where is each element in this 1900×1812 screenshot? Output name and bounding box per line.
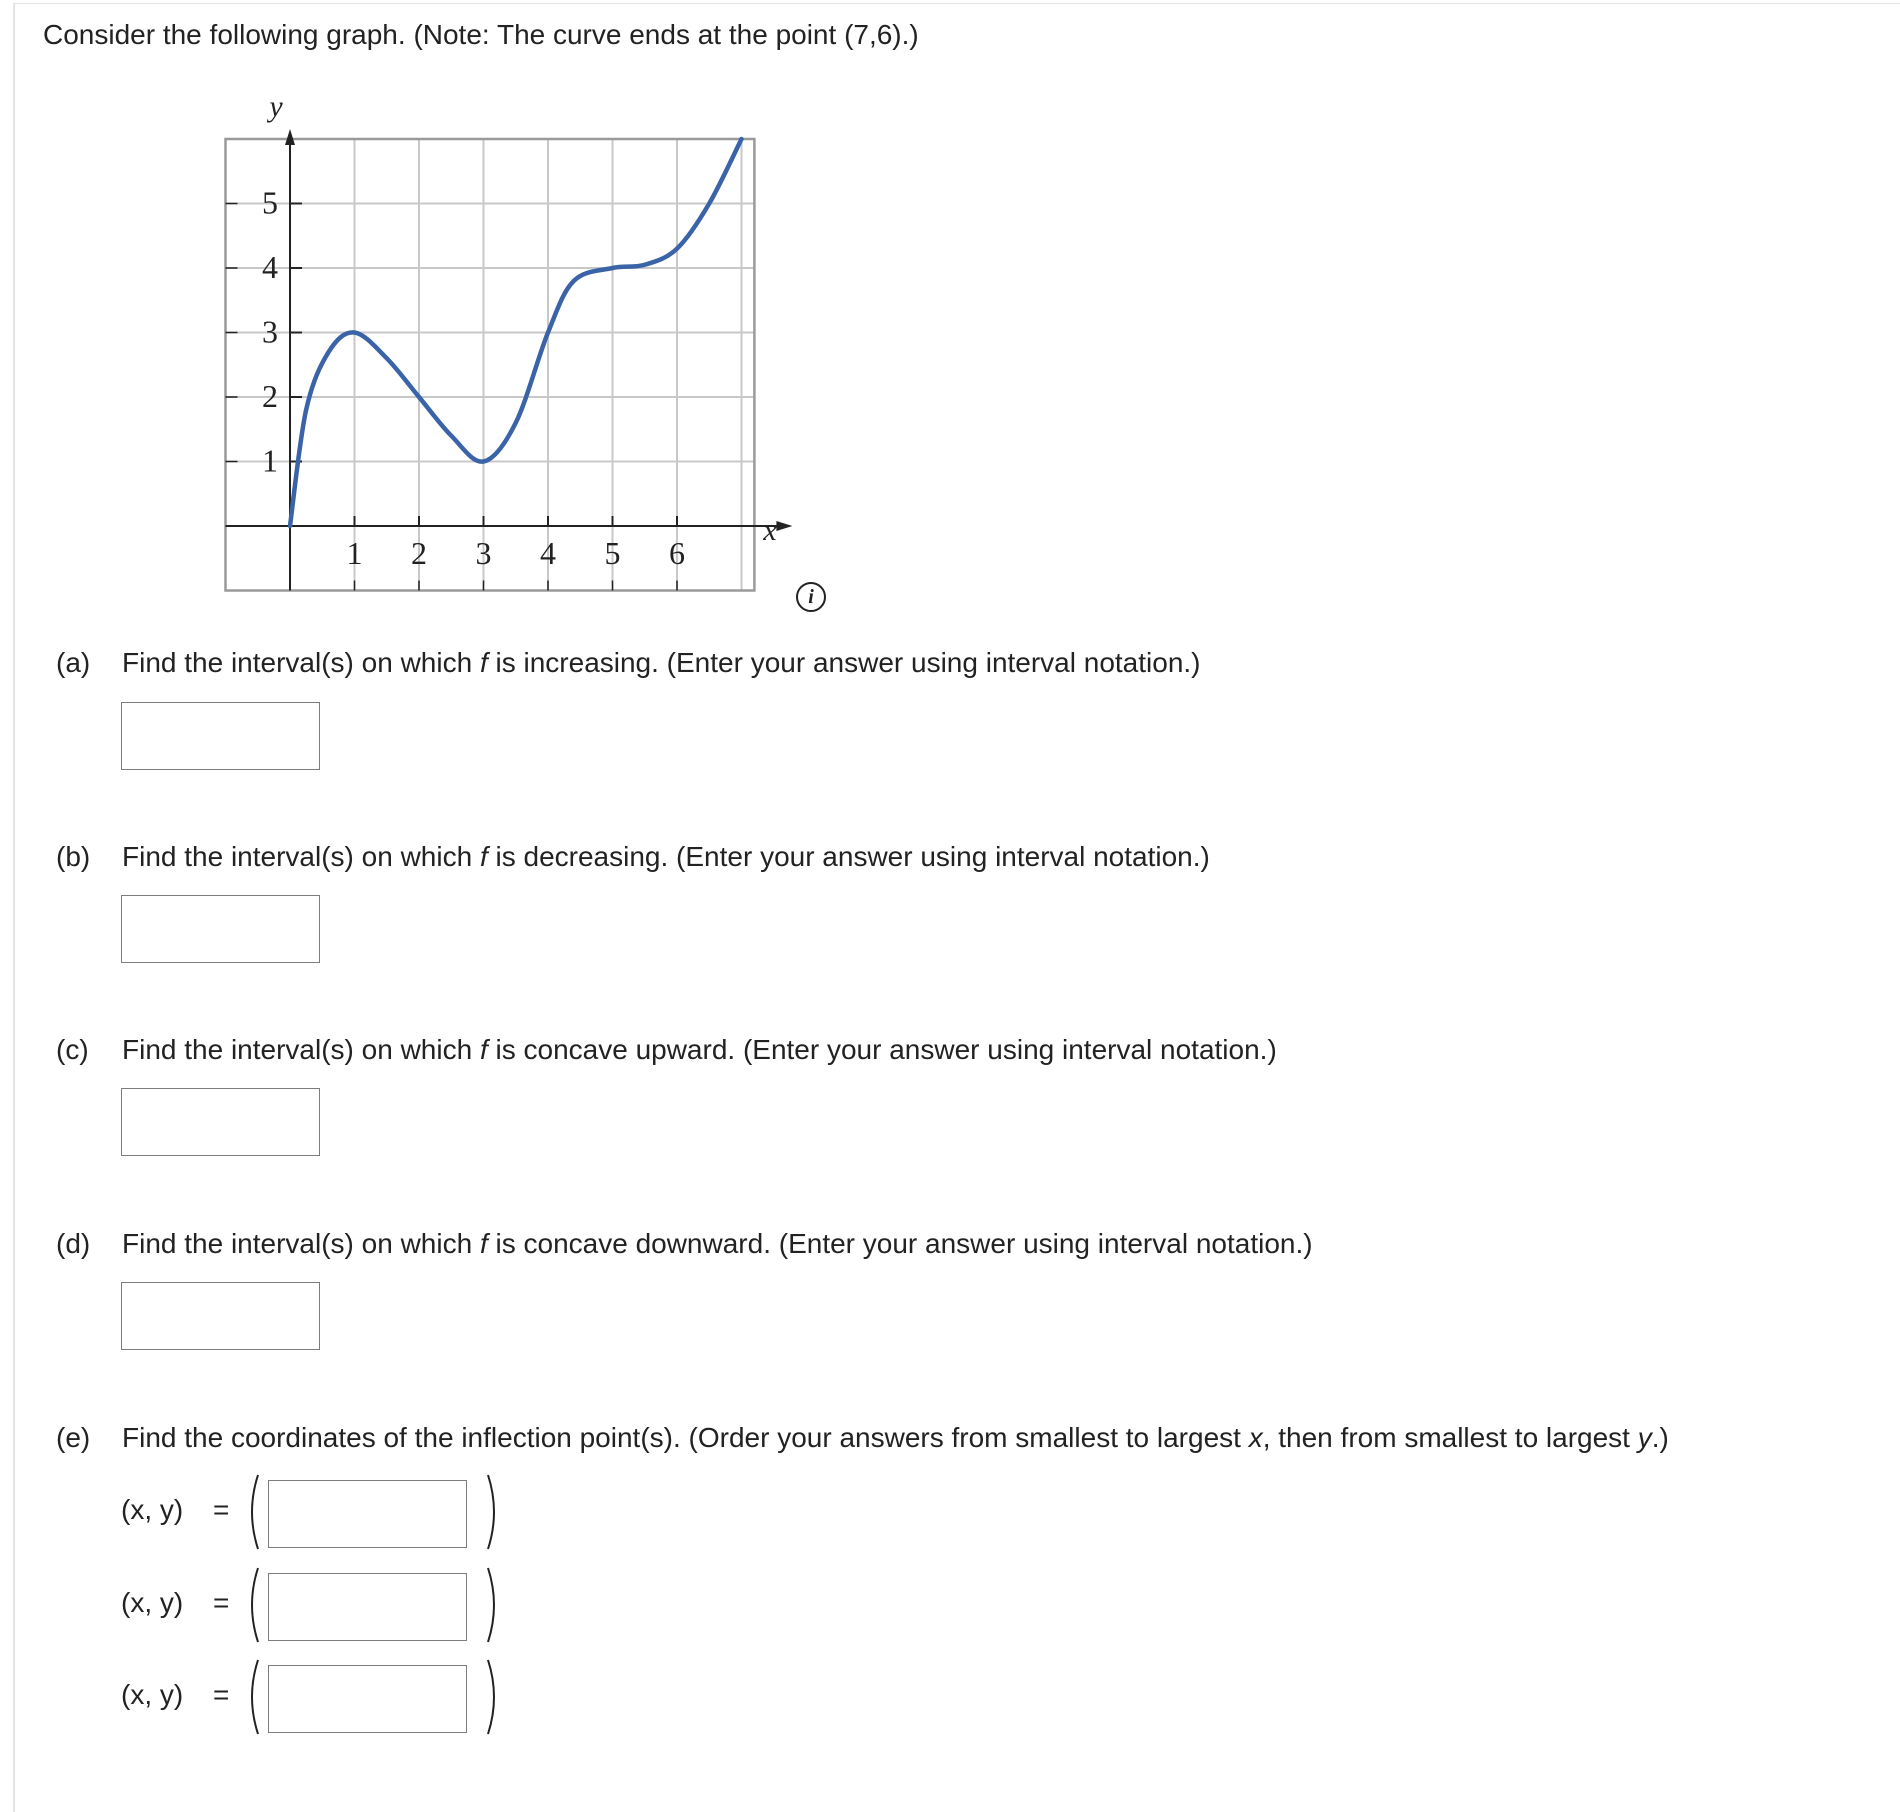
question-d-text-pre: Find the interval(s) on which xyxy=(122,1228,480,1259)
left-paren-icon xyxy=(243,1565,263,1645)
y-tick-label: 2 xyxy=(262,378,278,414)
question-d-var: f xyxy=(479,1228,488,1259)
question-e-var-x: x xyxy=(1248,1422,1263,1453)
y-axis-label: y xyxy=(269,90,283,123)
question-b-label: (b) xyxy=(56,841,91,872)
coord-label: (x, y) xyxy=(121,1494,184,1525)
question-a-text-post: is increasing. (Enter your answer using interval notation.) xyxy=(487,647,1201,678)
graph-grid xyxy=(226,139,755,591)
question-a-label: (a) xyxy=(56,647,91,678)
page-left-border xyxy=(13,4,15,1812)
page-top-border xyxy=(13,3,1900,4)
inflection-point-3-input[interactable] xyxy=(268,1665,467,1733)
question-b-text-pre: Find the interval(s) on which xyxy=(122,841,480,872)
question-a xyxy=(56,645,1201,681)
right-paren-icon xyxy=(483,1657,503,1737)
graph-ticks xyxy=(226,185,686,591)
question-c-text-post: is concave upward. (Enter your answer using interval notation.) xyxy=(487,1034,1277,1065)
question-e xyxy=(56,1420,1669,1456)
intro-text: Consider the following graph. (Note: The curve ends at the point (7,6).) xyxy=(43,19,919,50)
x-tick-label: 5 xyxy=(604,535,621,571)
graph-svg xyxy=(200,85,840,625)
coord-label: (x, y) xyxy=(121,1679,184,1710)
question-a-var: f xyxy=(479,647,488,678)
question-c xyxy=(56,1032,1277,1068)
question-c-var: f xyxy=(479,1034,488,1065)
left-paren-icon xyxy=(243,1472,263,1552)
right-paren-icon xyxy=(483,1565,503,1645)
question-e-label: (e) xyxy=(56,1422,91,1453)
graph-axes xyxy=(226,129,793,591)
y-tick-label: 3 xyxy=(262,313,278,350)
y-tick-label: 5 xyxy=(262,184,278,221)
x-tick-label: 4 xyxy=(540,535,556,571)
equals-sign: = xyxy=(213,1679,230,1710)
question-b-text-post: is decreasing. (Enter your answer using interval notation.) xyxy=(487,841,1210,872)
question-a-text-pre: Find the interval(s) on which xyxy=(122,647,480,678)
x-axis-label: x xyxy=(763,514,777,547)
coord-label: (x, y) xyxy=(121,1587,184,1618)
y-tick-label: 4 xyxy=(262,249,278,285)
inflection-point-1-input[interactable] xyxy=(268,1480,467,1548)
question-e-text-mid: , then from smallest to largest xyxy=(1262,1422,1638,1453)
answer-b-input[interactable] xyxy=(121,895,320,963)
question-c-text-pre: Find the interval(s) on which xyxy=(122,1034,480,1065)
equals-sign: = xyxy=(213,1587,230,1618)
y-axis-arrow-icon xyxy=(285,129,295,145)
question-d xyxy=(56,1226,1313,1262)
left-paren-icon xyxy=(243,1657,263,1737)
x-tick-label: 2 xyxy=(411,535,427,571)
question-c-label: (c) xyxy=(56,1034,89,1065)
question-d-text-post: is concave downward. (Enter your answer using interval notation.) xyxy=(487,1228,1313,1259)
question-e-text-post: .) xyxy=(1651,1422,1669,1453)
y-tick-label: 1 xyxy=(262,442,278,479)
x-tick-label: 3 xyxy=(475,535,492,571)
answer-a-input[interactable] xyxy=(121,702,320,770)
x-tick-label: 6 xyxy=(669,535,685,571)
question-e-var-y: y xyxy=(1637,1422,1652,1453)
question-d-label: (d) xyxy=(56,1228,91,1259)
question-e-text-pre: Find the coordinates of the inflection point(s). (Order your answers from smallest to largest xyxy=(122,1422,1249,1453)
equals-sign: = xyxy=(213,1494,230,1525)
answer-c-input[interactable] xyxy=(121,1088,320,1156)
inflection-point-2-input[interactable] xyxy=(268,1573,467,1641)
question-b-var: f xyxy=(479,841,488,872)
question-b xyxy=(56,839,1210,875)
x-tick-label: 1 xyxy=(346,535,363,571)
info-icon[interactable]: i xyxy=(796,582,826,612)
x-axis-arrow-icon xyxy=(776,521,792,531)
right-paren-icon xyxy=(483,1472,503,1552)
function-graph xyxy=(200,85,840,625)
answer-d-input[interactable] xyxy=(121,1282,320,1350)
graph-border xyxy=(226,139,755,591)
